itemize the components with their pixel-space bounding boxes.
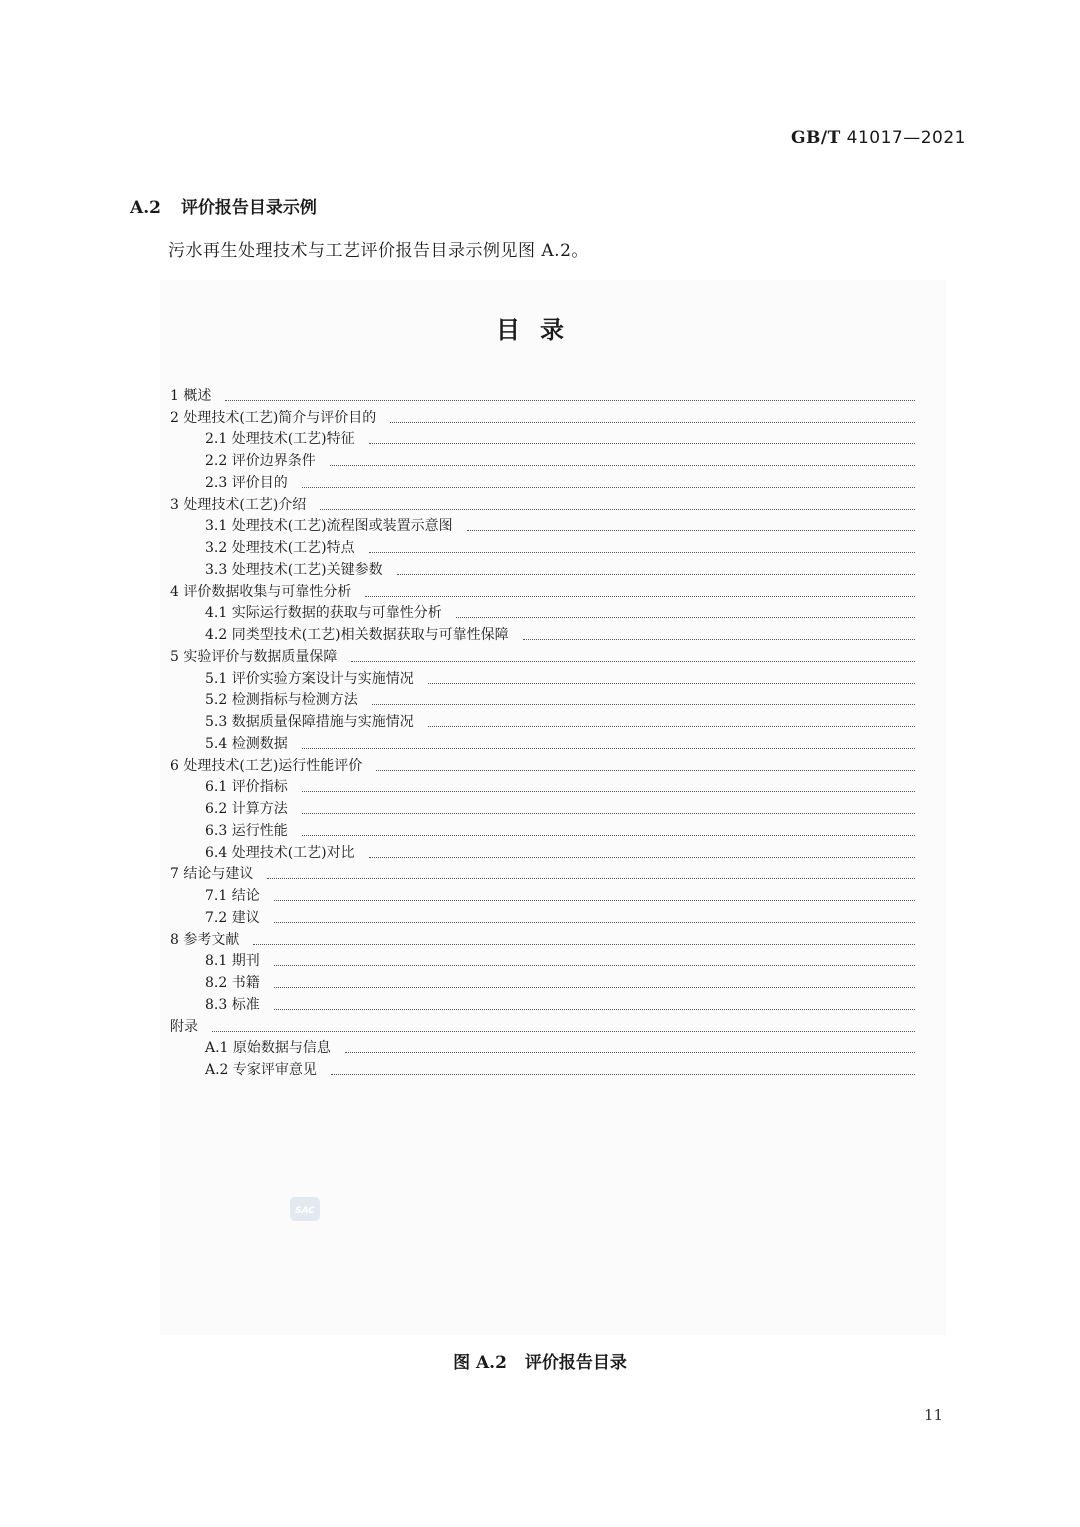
toc-entry-label: 3.3 处理技术(工艺)关键参数 [205,561,383,578]
doc-code-prefix: GB/T [791,128,841,148]
toc-entry-label: 4.1 实际运行数据的获取与可靠性分析 [205,605,442,622]
section-number: A.2 [130,198,161,218]
toc-title: 目录 [496,316,584,344]
toc-entry [170,970,915,992]
toc-entry-label: 4.2 同类型技术(工艺)相关数据获取与可靠性保障 [205,627,509,643]
toc-entry [170,579,915,601]
toc-entry-label: 5 实验评价与数据质量保障 [170,648,338,665]
toc-list [170,383,915,1079]
toc-entry [170,470,915,492]
toc-leader-dots [320,509,915,510]
toc-entry [170,949,915,971]
toc-entry-label: 5.4 检测数据 [205,735,288,752]
figure-title: 评价报告目录 [524,1353,627,1373]
toc-entry [170,1036,915,1058]
toc-entry-label: A.2 专家评审意见 [205,1062,317,1078]
toc-leader-dots [302,791,915,792]
toc-leader-dots [369,552,915,553]
toc-entry-label: 1 概述 [170,387,212,404]
page-number: 11 [924,1406,944,1424]
toc-entry [170,601,915,623]
toc-entry-label: 4 评价数据收集与可靠性分析 [170,583,352,600]
toc-entry-label: 8.3 标准 [205,996,260,1013]
toc-entry [170,688,915,710]
toc-entry [170,905,915,927]
figure-caption [0,1348,1080,1373]
toc-leader-dots [274,922,915,923]
intro-paragraph: 污水再生处理技术与工艺评价报告目录示例见图 A.2。 [168,241,589,261]
toc-entry-label: 5.2 检测指标与检测方法 [205,692,358,709]
toc-entry-label: 7.2 建议 [205,909,260,926]
toc-leader-dots [369,443,915,444]
toc-entry-label: 2 处理技术(工艺)简介与评价目的 [170,409,377,426]
toc-entry-label: 8.1 期刊 [205,953,260,970]
toc-entry [170,818,915,840]
toc-entry [170,753,915,775]
toc-entry-label: 3.1 处理技术(工艺)流程图或装置示意图 [205,518,453,535]
toc-entry [170,1014,915,1036]
toc-entry-label: 7 结论与建议 [170,866,254,883]
toc-leader-dots [351,661,915,662]
toc-leader-dots [302,813,915,814]
toc-entry-label: 8 参考文献 [170,931,240,948]
doc-code-number: 41017—2021 [846,128,966,148]
toc-leader-dots [365,596,915,597]
toc-leader-dots [372,704,915,705]
toc-leader-dots [467,530,915,531]
toc-entry [170,514,915,536]
section-title: 评价报告目录示例 [180,198,317,218]
toc-entry [170,883,915,905]
toc-entry [170,862,915,884]
toc-entry [170,622,915,644]
toc-entry [170,448,915,470]
toc-entry [170,405,915,427]
toc-leader-dots [302,835,915,836]
toc-leader-dots [302,748,915,749]
toc-entry [170,731,915,753]
toc-entry-label: 2.3 评价目的 [205,474,288,491]
toc-entry [170,535,915,557]
toc-entry [170,557,915,579]
toc-leader-dots [397,574,915,575]
toc-entry [170,796,915,818]
toc-entry-label: 8.2 书籍 [205,975,260,991]
toc-entry-label: 5.1 评价实验方案设计与实施情况 [205,670,414,687]
toc-entry-label: 6.4 处理技术(工艺)对比 [205,844,355,861]
toc-entry-label: 6.3 运行性能 [205,822,288,839]
toc-leader-dots [369,857,915,858]
toc-leader-dots [274,965,915,966]
toc-leader-dots [331,1074,915,1075]
toc-leader-dots [225,400,915,401]
toc-entry [170,927,915,949]
toc-entry [170,840,915,862]
toc-entry-label: 7.1 结论 [205,888,260,904]
toc-entry-label: 6 处理技术(工艺)运行性能评价 [170,757,363,774]
toc-leader-dots [330,465,915,466]
toc-entry-label: 6.2 计算方法 [205,801,288,817]
toc-leader-dots [212,1031,915,1032]
toc-entry [170,775,915,797]
toc-entry-label: 5.3 数据质量保障措施与实施情况 [205,714,414,730]
toc-leader-dots [456,617,915,618]
toc-entry-label: 附录 [170,1018,198,1035]
toc-leader-dots [376,770,915,771]
toc-entry [170,644,915,666]
toc-entry [170,383,915,405]
toc-entry-label: A.1 原始数据与信息 [205,1040,331,1057]
toc-entry-label: 6.1 评价指标 [205,779,288,796]
document-code [791,128,966,148]
toc-entry [170,666,915,688]
toc-entry-label: 3.2 处理技术(工艺)特点 [205,540,355,556]
toc-entry [170,427,915,449]
toc-leader-dots [253,944,915,945]
toc-leader-dots [274,900,915,901]
toc-leader-dots [428,726,915,727]
figure-number: 图 A.2 [453,1353,507,1373]
toc-entry [170,492,915,514]
toc-leader-dots [274,987,915,988]
toc-leader-dots [302,487,915,488]
toc-leader-dots [267,878,915,879]
sac-watermark-text: SAC [295,1206,315,1216]
toc-entry [170,1057,915,1079]
toc-leader-dots [428,683,915,684]
toc-leader-dots [390,422,915,423]
toc-entry-label: 3 处理技术(工艺)介绍 [170,496,307,513]
toc-leader-dots [274,1009,915,1010]
sac-watermark-icon [289,1196,321,1222]
toc-entry [170,709,915,731]
toc-entry-label: 2.1 处理技术(工艺)特征 [205,431,355,448]
toc-leader-dots [523,639,915,640]
toc-entry [170,992,915,1014]
toc-entry-label: 2.2 评价边界条件 [205,453,316,469]
section-heading [130,193,317,218]
toc-leader-dots [345,1052,915,1053]
